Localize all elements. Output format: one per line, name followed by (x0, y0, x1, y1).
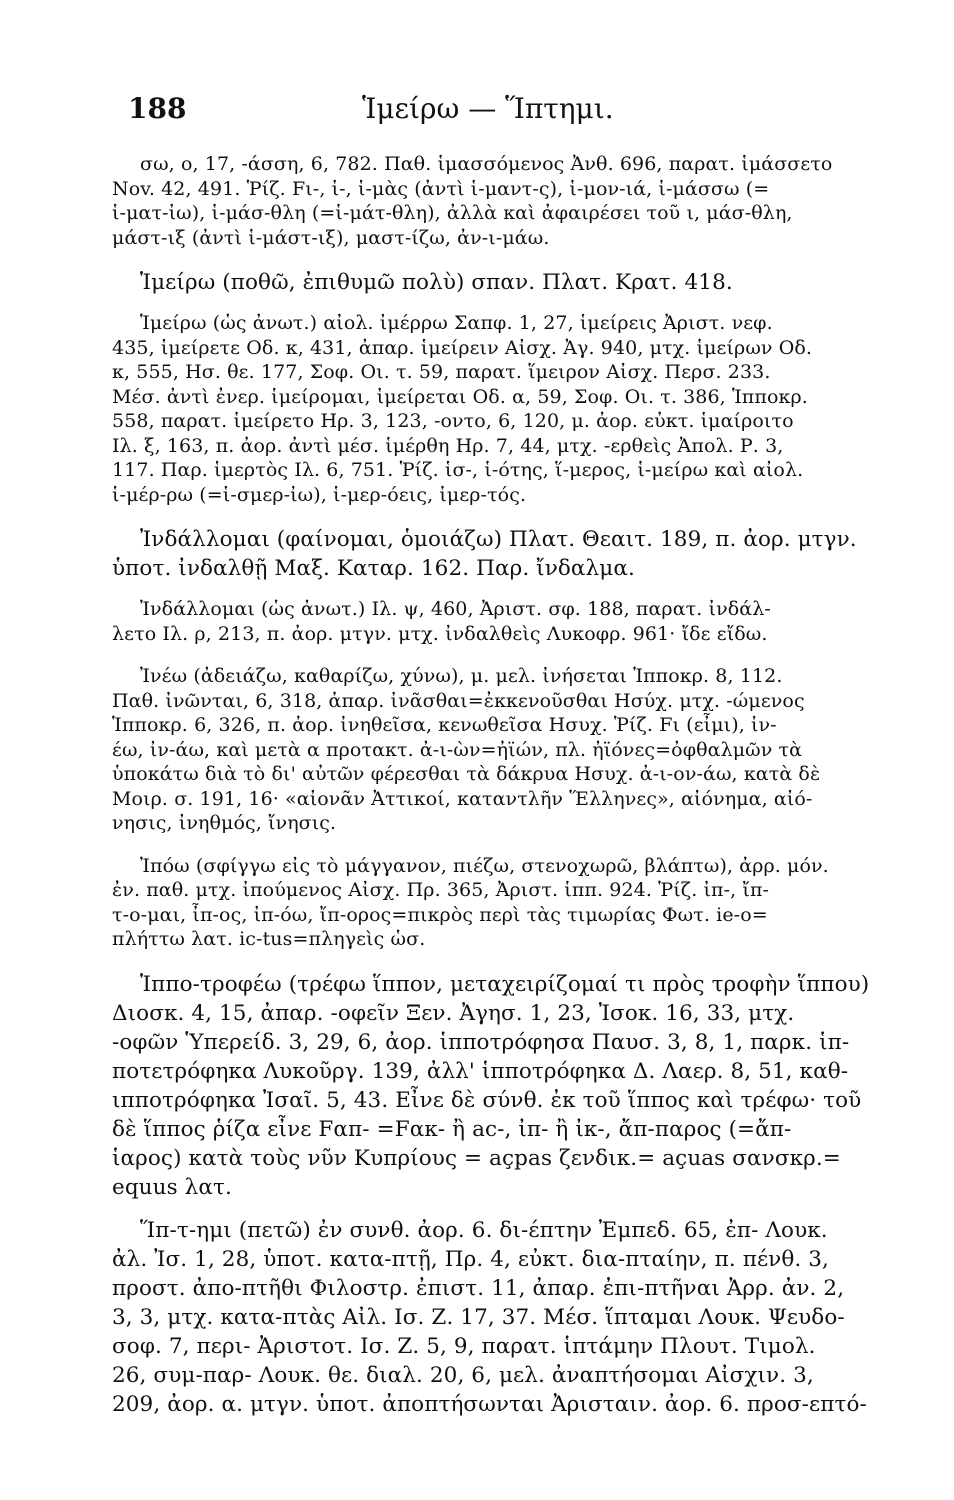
entry-text-line: πλήττω λατ. ic-tus=πληγεὶς ὡσ. (112, 928, 426, 950)
entry-text-line: ἱ-μέρ-ρω (=ἱ-σμερ-ἰω), ἱ-μερ-όεις, ἱμερ-τός. (112, 483, 527, 506)
entry-headline: Ἱππο-τροφέω (τρέφω ἵππον, μεταχειρίζομαί τι πρὸς τροφὴν ἵππου) (140, 971, 870, 997)
entry-text-line: 435, ἱμείρετε Οδ. κ, 431, ἀπαρ. ἱμείρειν Αἰσχ. Ἀγ. 940, μτχ. ἱμείρων Οδ. (112, 336, 813, 359)
entry-headline: Ἰνέω (ἀδειάζω, καθαρίζω, χύνω), μ. μελ. ἰνήσεται Ἱπποκρ. 8, 112. (140, 665, 783, 687)
entry-headline: σω, ο, 17, -άσση, 6, 782. Παθ. ἱμασσόμενος Ἀνθ. 696, παρατ. ἱμάσσετο (140, 153, 833, 175)
entry-text-line: μάστ-ιξ (ἀντὶ ἱ-μάστ-ιξ), μαστ-ίζω, ἀν-ι-μάω. (112, 226, 550, 249)
entry-text-line: τ-ο-μαι, ἶπ-ος, ἰπ-όω, ἴπ-ορος=πικρὸς περὶ τὰς τιμωρίας Φωτ. ie-o= (112, 903, 768, 926)
entry-text-line: ἱ-ματ-ἰω), ἱ-μάσ-θλη (=ἱ-μάτ-θλη), ἀλλὰ καὶ ἀφαιρέσει τοῦ ι, μάσ-θλη, (112, 202, 793, 224)
running-head (112, 92, 902, 136)
entry-headline: Ἵπ-τ-ημι (πετῶ) ἐν συνθ. ἀορ. 6. δι-έπτην Ἐμπεδ. 65, ἐπ- Λουκ. (140, 1217, 828, 1243)
entry-headline: Ἰνδάλλομαι (φαίνομαι, ὁμοιάζω) Πλατ. Θεαιτ. 189, π. ἀορ. μτγν. (140, 527, 857, 552)
entry-text-line: ιπποτρόφηκα Ἰσαῖ. 5, 43. Εἶνε δὲ σύνθ. ἐκ τοῦ ἵππος καὶ τρέφω· τοῦ (112, 1087, 862, 1113)
dictionary-entry (112, 152, 902, 250)
entry-text-line: equus λατ. (112, 1174, 232, 1200)
entry-headline: Ἰπόω (σφίγγω εἰς τὸ μάγγανον, πιέζω, στενοχωρῶ, βλάπτω), ἀρρ. μόν. (140, 854, 829, 877)
dictionary-entry (112, 268, 902, 297)
entry-text-line: Παθ. ἰνῶνται, 6, 318, ἀπαρ. ἰνᾶσθαι=ἐκκενοῦσθαι Ησύχ. μτχ. -ώμενος (112, 689, 805, 712)
entry-text-line: ἱαρος) κατὰ τοὺς νῦν Κυπρίους = açpas ζενδικ.= açuas σανσκρ.= (112, 1145, 841, 1171)
entry-text-line: Διοσκ. 4, 15, ἀπαρ. -οφεῖν Ξεν. Ἀγησ. 1, 23, Ἰσοκ. 16, 33, μτχ. (112, 1000, 795, 1026)
entry-text-line: 558, παρατ. ἱμείρετο Ηρ. 3, 123, -οντο, 6, 120, μ. ἀορ. εὐκτ. ἱμαίροιτο (112, 410, 794, 432)
entry-text-line: 26, συμ-παρ- Λουκ. θε. διαλ. 20, 6, μελ. ἀναπτήσομαι Αἰσχιν. 3, (112, 1362, 814, 1388)
dictionary-entry (112, 664, 902, 836)
entry-text-line: προστ. ἀπο-πτῆθι Φιλοστρ. ἐπιστ. 11, ἀπαρ. ἐπι-πτῆναι Ἀρρ. ἀν. 2, (112, 1275, 845, 1301)
entry-text-line: έω, ἰν-άω, καὶ μετὰ α προτακτ. ἀ-ι-ὼν=ἠϊών, πλ. ἠϊόνες=ὀφθαλμῶν τὰ (112, 738, 803, 761)
entry-text-line: ὑποτ. ἰνδαλθῇ Μαξ. Καταρ. 162. Παρ. ἴνδαλμα. (112, 556, 635, 581)
entry-text-line: -οφῶν Ὑπερείδ. 3, 29, 6, ἀορ. ἱπποτρόφησα Παυσ. 3, 8, 1, παρκ. ἱπ- (112, 1029, 850, 1055)
entry-text-line: 209, ἀορ. α. μτγν. ὑποτ. ἀποπτήσωνται Ἀρισταιν. ἀορ. 6. προσ-επτό- (112, 1391, 867, 1417)
entry-text-line: δὲ ἵππος ῥίζα εἶνε Fαπ- =Fακ- ἢ ac-, ἰπ- ἢ ἰκ-, ἄπ-παρος (=ἄπ- (112, 1116, 792, 1142)
entry-text-line: σοφ. 7, περι- Ἀριστοτ. Ισ. Ζ. 5, 9, παρατ. ἱπτάμην Πλουτ. Τιμολ. (112, 1333, 816, 1359)
entry-text-line: 3, 3, μτχ. κατα-πτὰς Αἰλ. Ισ. Ζ. 17, 37. Μέσ. ἵπταμαι Λουκ. Ψευδο- (112, 1304, 845, 1330)
entry-headline: Ἰνδάλλομαι (ὡς ἀνωτ.) Ιλ. ψ, 460, Ἀριστ. σφ. 188, παρατ. ἰνδάλ- (140, 598, 771, 620)
entry-text-line: κ, 555, Ησ. θε. 177, Σοφ. Οι. τ. 59, παρατ. ἵμειρον Αἰσχ. Περσ. 233. (112, 361, 771, 383)
entry-text-line: Nov. 42, 491. Ῥίζ. Fι-, ἱ-, ἱ-μὰς (ἀντὶ ἱ-μαντ-ς), ἱ-μον-ιά, ἱ-μάσσω (= (112, 177, 770, 200)
dictionary-entry (112, 597, 902, 646)
entry-headline: Ἱμείρω (ποθῶ, ἐπιθυμῶ πολὺ) σπαν. Πλατ. Κρατ. 418. (140, 270, 733, 295)
entry-headline: Ἱμείρω (ὡς ἀνωτ.) αἰολ. ἰμέρρω Σαπφ. 1, 27, ἱμείρεις Ἀριστ. νεφ. (140, 312, 773, 334)
entry-text-line: λετο Ιλ. ρ, 213, π. ἀορ. μτγν. μτχ. ἰνδαλθεὶς Λυκοφρ. 961· ἴδε εἴδω. (112, 622, 768, 645)
dictionary-entry (112, 854, 902, 952)
entry-text-line: νησις, ἰνηθμός, ἴνησις. (112, 812, 337, 834)
dictionary-entry (112, 1216, 902, 1419)
entry-text-line: ἀλ. Ἰσ. 1, 28, ὑποτ. κατα-πτῇ, Πρ. 4, εὐκτ. δια-πταίην, π. πένθ. 3, (112, 1246, 829, 1272)
entry-text-line: ἐν. παθ. μτχ. ἰπούμενος Αἰσχ. Πρ. 365, Ἀριστ. ἱππ. 924. Ῥίζ. ἰπ-, ἴπ- (112, 879, 770, 901)
running-head-title: Ἱμείρω — Ἵπτημι. (362, 92, 614, 125)
entry-text-line: Μέσ. ἀντὶ ἐνερ. ἱμείρομαι, ἱμείρεται Οδ. α, 59, Σοφ. Οι. τ. 386, Ἱπποκρ. (112, 385, 808, 408)
entry-text-line: Ἱπποκρ. 6, 326, π. ἀορ. ἰνηθεῖσα, κενωθεῖσα Ησυχ. Ῥίζ. Fι (εἶμι), ἰν- (112, 714, 777, 736)
page-number: 188 (128, 92, 187, 125)
dictionary-entry (112, 970, 902, 1202)
entry-text-line: ὑποκάτω διὰ τὸ δι' αὐτῶν φέρεσθαι τὰ δάκρυα Ησυχ. ἀ-ι-ον-άω, κατὰ δὲ (112, 763, 821, 785)
entry-text-line: Μοιρ. σ. 191, 16· «αἰονᾶν Ἀττικοί, καταντλῆν Ἕλληνες», αἰόνημα, αἰό- (112, 787, 813, 810)
entry-text-line: Ιλ. ξ, 163, π. ἀορ. ἀντὶ μέσ. ἱμέρθη Ηρ. 7, 44, μτχ. -ερθεὶς Ἀπολ. Ρ. 3, (112, 434, 784, 457)
entries-column (112, 152, 902, 1419)
dictionary-entry (112, 525, 902, 583)
entry-text-line: ποτετρόφηκα Λυκοῦργ. 139, ἀλλ' ἱπποτρόφηκα Δ. Λαερ. 8, 51, καθ- (112, 1058, 849, 1084)
dictionary-entry (112, 311, 902, 507)
entry-text-line: 117. Παρ. ἱμερτὸς Ιλ. 6, 751. Ῥίζ. ἱσ-, ἱ-ότης, ἵ-μερος, ἱ-μείρω καὶ αἰολ. (112, 459, 804, 481)
